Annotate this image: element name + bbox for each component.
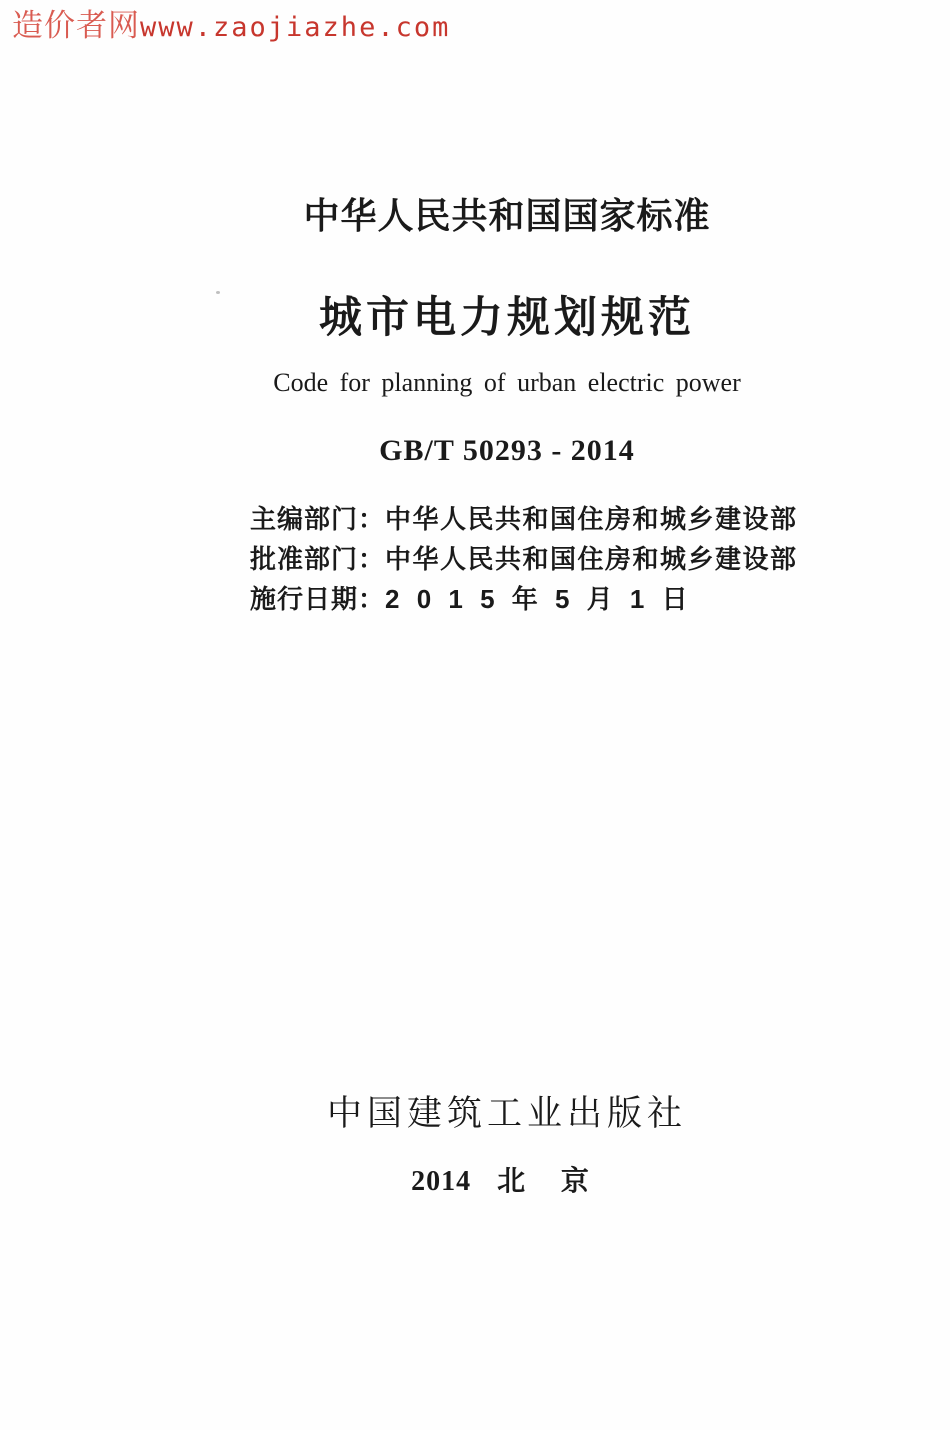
publication-line [64,1159,950,1199]
info-value-approver: 中华人民共和国住房和城乡建设部 [385,544,798,574]
standard-number: GB/T 50293 - 2014 [379,434,635,467]
info-value-effective-date: 2 0 1 5 年 5 月 1 日 [385,584,693,614]
info-label-chief-editor: 主编部门： [250,504,386,534]
info-value-chief-editor: 中华人民共和国住房和城乡建设部 [385,504,798,534]
publication-city: 北 京 [497,1165,603,1196]
title-page-content [64,0,950,1430]
info-row-effective-date [250,579,780,619]
watermark-site-url: www.zaojiazhe.com [140,12,451,43]
publisher-name: 中国建筑工业出版社 [326,1094,687,1133]
info-label-approver: 批准部门： [250,544,386,574]
watermark-site-name: 造价者网 [12,8,140,43]
info-label-effective-date: 施行日期： [250,584,386,614]
info-row-approver [250,539,798,579]
document-title-zh: 城市电力规划规范 [319,295,695,342]
document-title-en: Code for planning of urban electric power [273,368,741,397]
info-block [250,499,798,619]
standard-heading: 中华人民共和国国家标准 [303,195,711,236]
info-row-chief-editor [250,499,798,539]
publication-year: 2014 [411,1166,472,1197]
